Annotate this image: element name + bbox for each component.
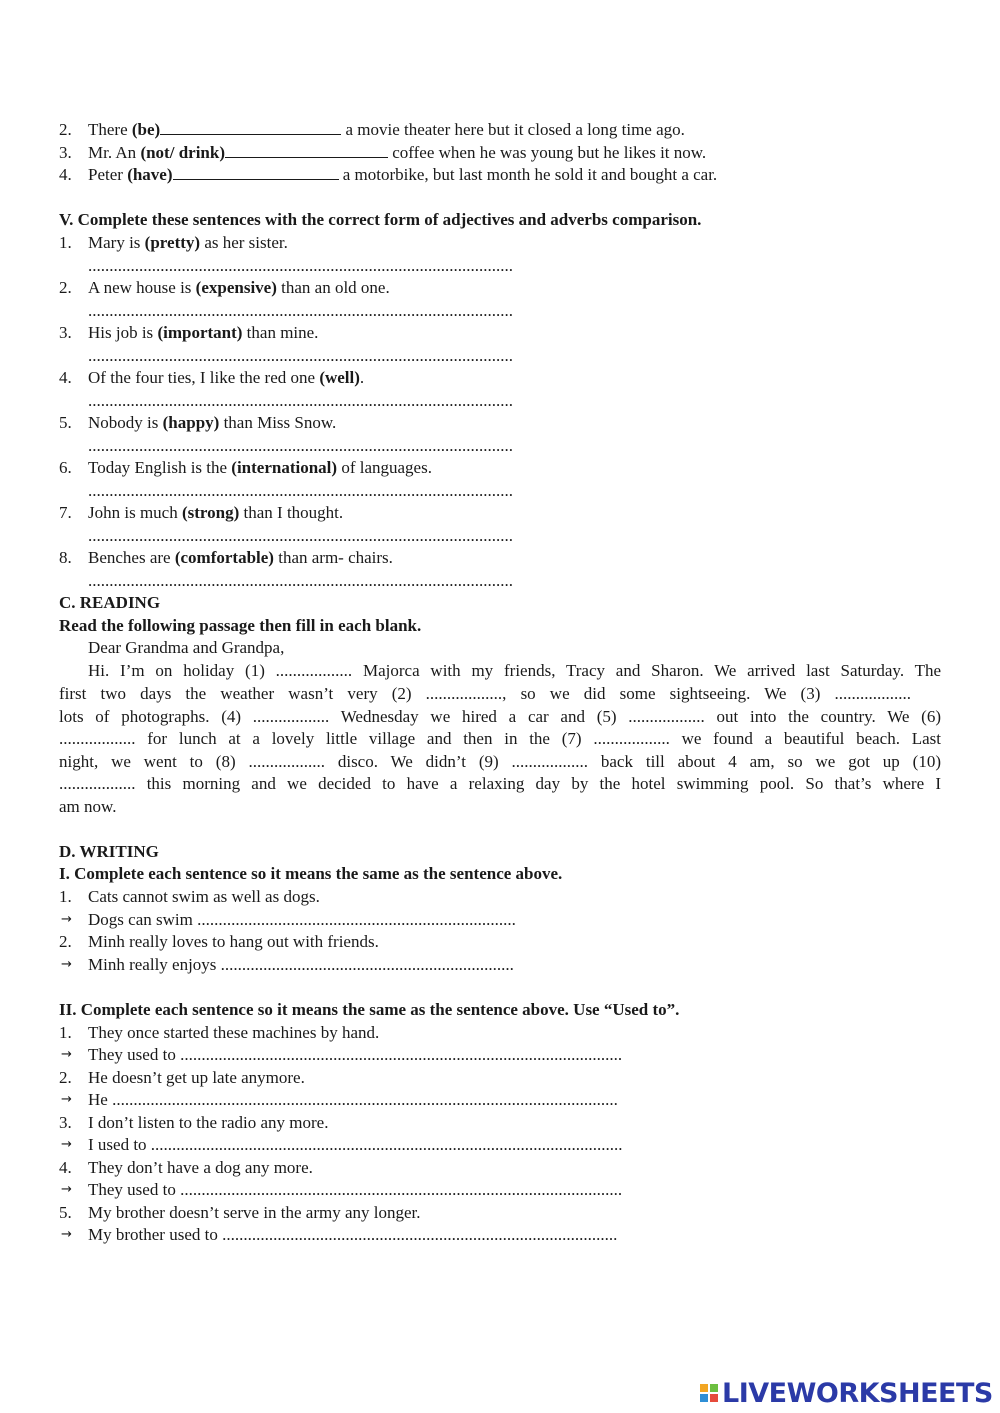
item-number: 3. xyxy=(59,1113,72,1132)
verb-hint: (not/ drink) xyxy=(140,143,225,162)
arrow-icon: → xyxy=(61,912,72,927)
comparison-sentence: Nobody is (happy) than Miss Snow. xyxy=(88,413,337,432)
source-sentence: My brother doesn’t serve in the army any longer. xyxy=(88,1203,421,1222)
item-number: 4. xyxy=(59,368,72,387)
logo-squares-icon xyxy=(700,1384,718,1402)
verb-hint: (be) xyxy=(131,120,161,139)
arrow-icon: → xyxy=(61,1137,72,1152)
source-sentence: I don’t listen to the radio any more. xyxy=(88,1113,329,1132)
item-number: 2. xyxy=(59,278,72,297)
item-number: 2. xyxy=(59,932,72,951)
arrow-icon: → xyxy=(61,1092,72,1107)
passage-line: am now. xyxy=(59,797,117,816)
passage-line: night, we went to (8) .................. disco. We didn’t (9) .................. back till about 4 am, so we got up (10) xyxy=(59,752,941,771)
comparison-sentence: His job is (important) than mine. xyxy=(88,323,319,342)
answer-line[interactable]: .................................................................................................... xyxy=(88,346,513,365)
item-number: 3. xyxy=(59,323,72,342)
logo-square xyxy=(700,1384,708,1392)
item-number: 3. xyxy=(59,143,72,162)
comparison-sentence: A new house is (expensive) than an old one. xyxy=(88,278,390,297)
answer-line[interactable]: .................................................................................................... xyxy=(88,481,513,500)
answer-line[interactable]: .................................................................................................... xyxy=(88,256,513,275)
rewrite-prompt[interactable]: They used to ........................................................................................................ xyxy=(88,1180,623,1199)
source-sentence: They don’t have a dog any more. xyxy=(88,1158,313,1177)
passage-line: .................. this morning and we decided to have a relaxing day by the hotel swimming pool. So that’s where I xyxy=(59,774,941,793)
arrow-icon: → xyxy=(61,1047,72,1062)
logo-square xyxy=(700,1394,708,1402)
answer-blank[interactable] xyxy=(225,142,388,158)
letter-greeting: Dear Grandma and Grandpa, xyxy=(88,638,285,657)
item-number: 5. xyxy=(59,1203,72,1222)
source-sentence: They once started these machines by hand. xyxy=(88,1023,380,1042)
item-number: 5. xyxy=(59,413,72,432)
rewrite-prompt[interactable]: I used to ............................................................................................................... xyxy=(88,1135,623,1154)
sentence-have: Peter (have) a motorbike, but last month he sold it and bought a car. xyxy=(88,165,718,184)
comparison-sentence: Today English is the (international) of languages. xyxy=(88,458,432,477)
answer-blank[interactable] xyxy=(173,164,339,180)
item-number: 2. xyxy=(59,1068,72,1087)
writing-part1-heading: I. Complete each sentence so it means the same as the sentence above. xyxy=(59,864,563,883)
passage-line: first two days the weather wasn’t very (2) .................., so we did some sightseeing. We (3) .................. xyxy=(59,684,911,703)
rewrite-prompt[interactable]: My brother used to ............................................................................................. xyxy=(88,1225,618,1244)
answer-line[interactable]: .................................................................................................... xyxy=(88,391,513,410)
item-number: 1. xyxy=(59,887,72,906)
writing-part2-heading: II. Complete each sentence so it means the same as the sentence above. Use “Used to”. xyxy=(59,1000,680,1019)
logo-square xyxy=(710,1394,718,1402)
answer-line[interactable]: .................................................................................................... xyxy=(88,436,513,455)
logo-wordmark: LIVEWORKSHEETS xyxy=(722,1377,993,1409)
comparison-sentence: Mary is (pretty) as her sister. xyxy=(88,233,288,252)
source-sentence: Minh really loves to hang out with friends. xyxy=(88,932,379,951)
item-number: 1. xyxy=(59,1023,72,1042)
reading-instruction: Read the following passage then fill in each blank. xyxy=(59,616,422,635)
comparison-sentence: Benches are (comfortable) than arm- chairs. xyxy=(88,548,393,567)
item-number: 4. xyxy=(59,1158,72,1177)
item-number: 7. xyxy=(59,503,72,522)
passage-line: .................. for lunch at a lovely little village and then in the (7) .................. we found a beautiful beach. Last xyxy=(59,729,941,748)
section-v-heading: V. Complete these sentences with the correct form of adjectives and adverbs comparison. xyxy=(59,210,702,229)
writing-heading: D. WRITING xyxy=(59,842,159,861)
item-number: 4. xyxy=(59,165,72,184)
item-number: 6. xyxy=(59,458,72,477)
answer-line[interactable]: .................................................................................................... xyxy=(88,526,513,545)
liveworksheets-logo[interactable] xyxy=(700,1377,993,1409)
item-number: 1. xyxy=(59,233,72,252)
source-sentence: He doesn’t get up late anymore. xyxy=(88,1068,305,1087)
sentence-not-drink: Mr. An (not/ drink) coffee when he was young but he likes it now. xyxy=(88,143,707,162)
comparison-sentence: Of the four ties, I like the red one (well). xyxy=(88,368,365,387)
answer-line[interactable]: .................................................................................................... xyxy=(88,571,513,590)
sentence-be: There (be) a movie theater here but it closed a long time ago. xyxy=(88,120,685,139)
comparison-sentence: John is much (strong) than I thought. xyxy=(88,503,344,522)
verb-hint: (have) xyxy=(127,165,173,184)
rewrite-prompt[interactable]: Dogs can swim ........................................................................... xyxy=(88,910,516,929)
arrow-icon: → xyxy=(61,1227,72,1242)
reading-heading: C. READING xyxy=(59,593,161,612)
logo-square xyxy=(710,1384,718,1392)
passage-line: lots of photographs. (4) .................. Wednesday we hired a car and (5) .................. out into the country. We (6) xyxy=(59,707,941,726)
rewrite-prompt[interactable]: They used to ........................................................................................................ xyxy=(88,1045,623,1064)
rewrite-prompt[interactable]: Minh really enjoys ..................................................................... xyxy=(88,955,514,974)
arrow-icon: → xyxy=(61,1182,72,1197)
answer-blank[interactable] xyxy=(160,119,341,135)
arrow-icon: → xyxy=(61,957,72,972)
item-number: 8. xyxy=(59,548,72,567)
rewrite-prompt[interactable]: He ....................................................................................................................... xyxy=(88,1090,618,1109)
item-number: 2. xyxy=(59,120,72,139)
answer-line[interactable]: .................................................................................................... xyxy=(88,301,513,320)
source-sentence: Cats cannot swim as well as dogs. xyxy=(88,887,320,906)
passage-line: Hi. I’m on holiday (1) .................. Majorca with my friends, Tracy and Sharon. We arrived last Saturday. The xyxy=(88,661,941,680)
